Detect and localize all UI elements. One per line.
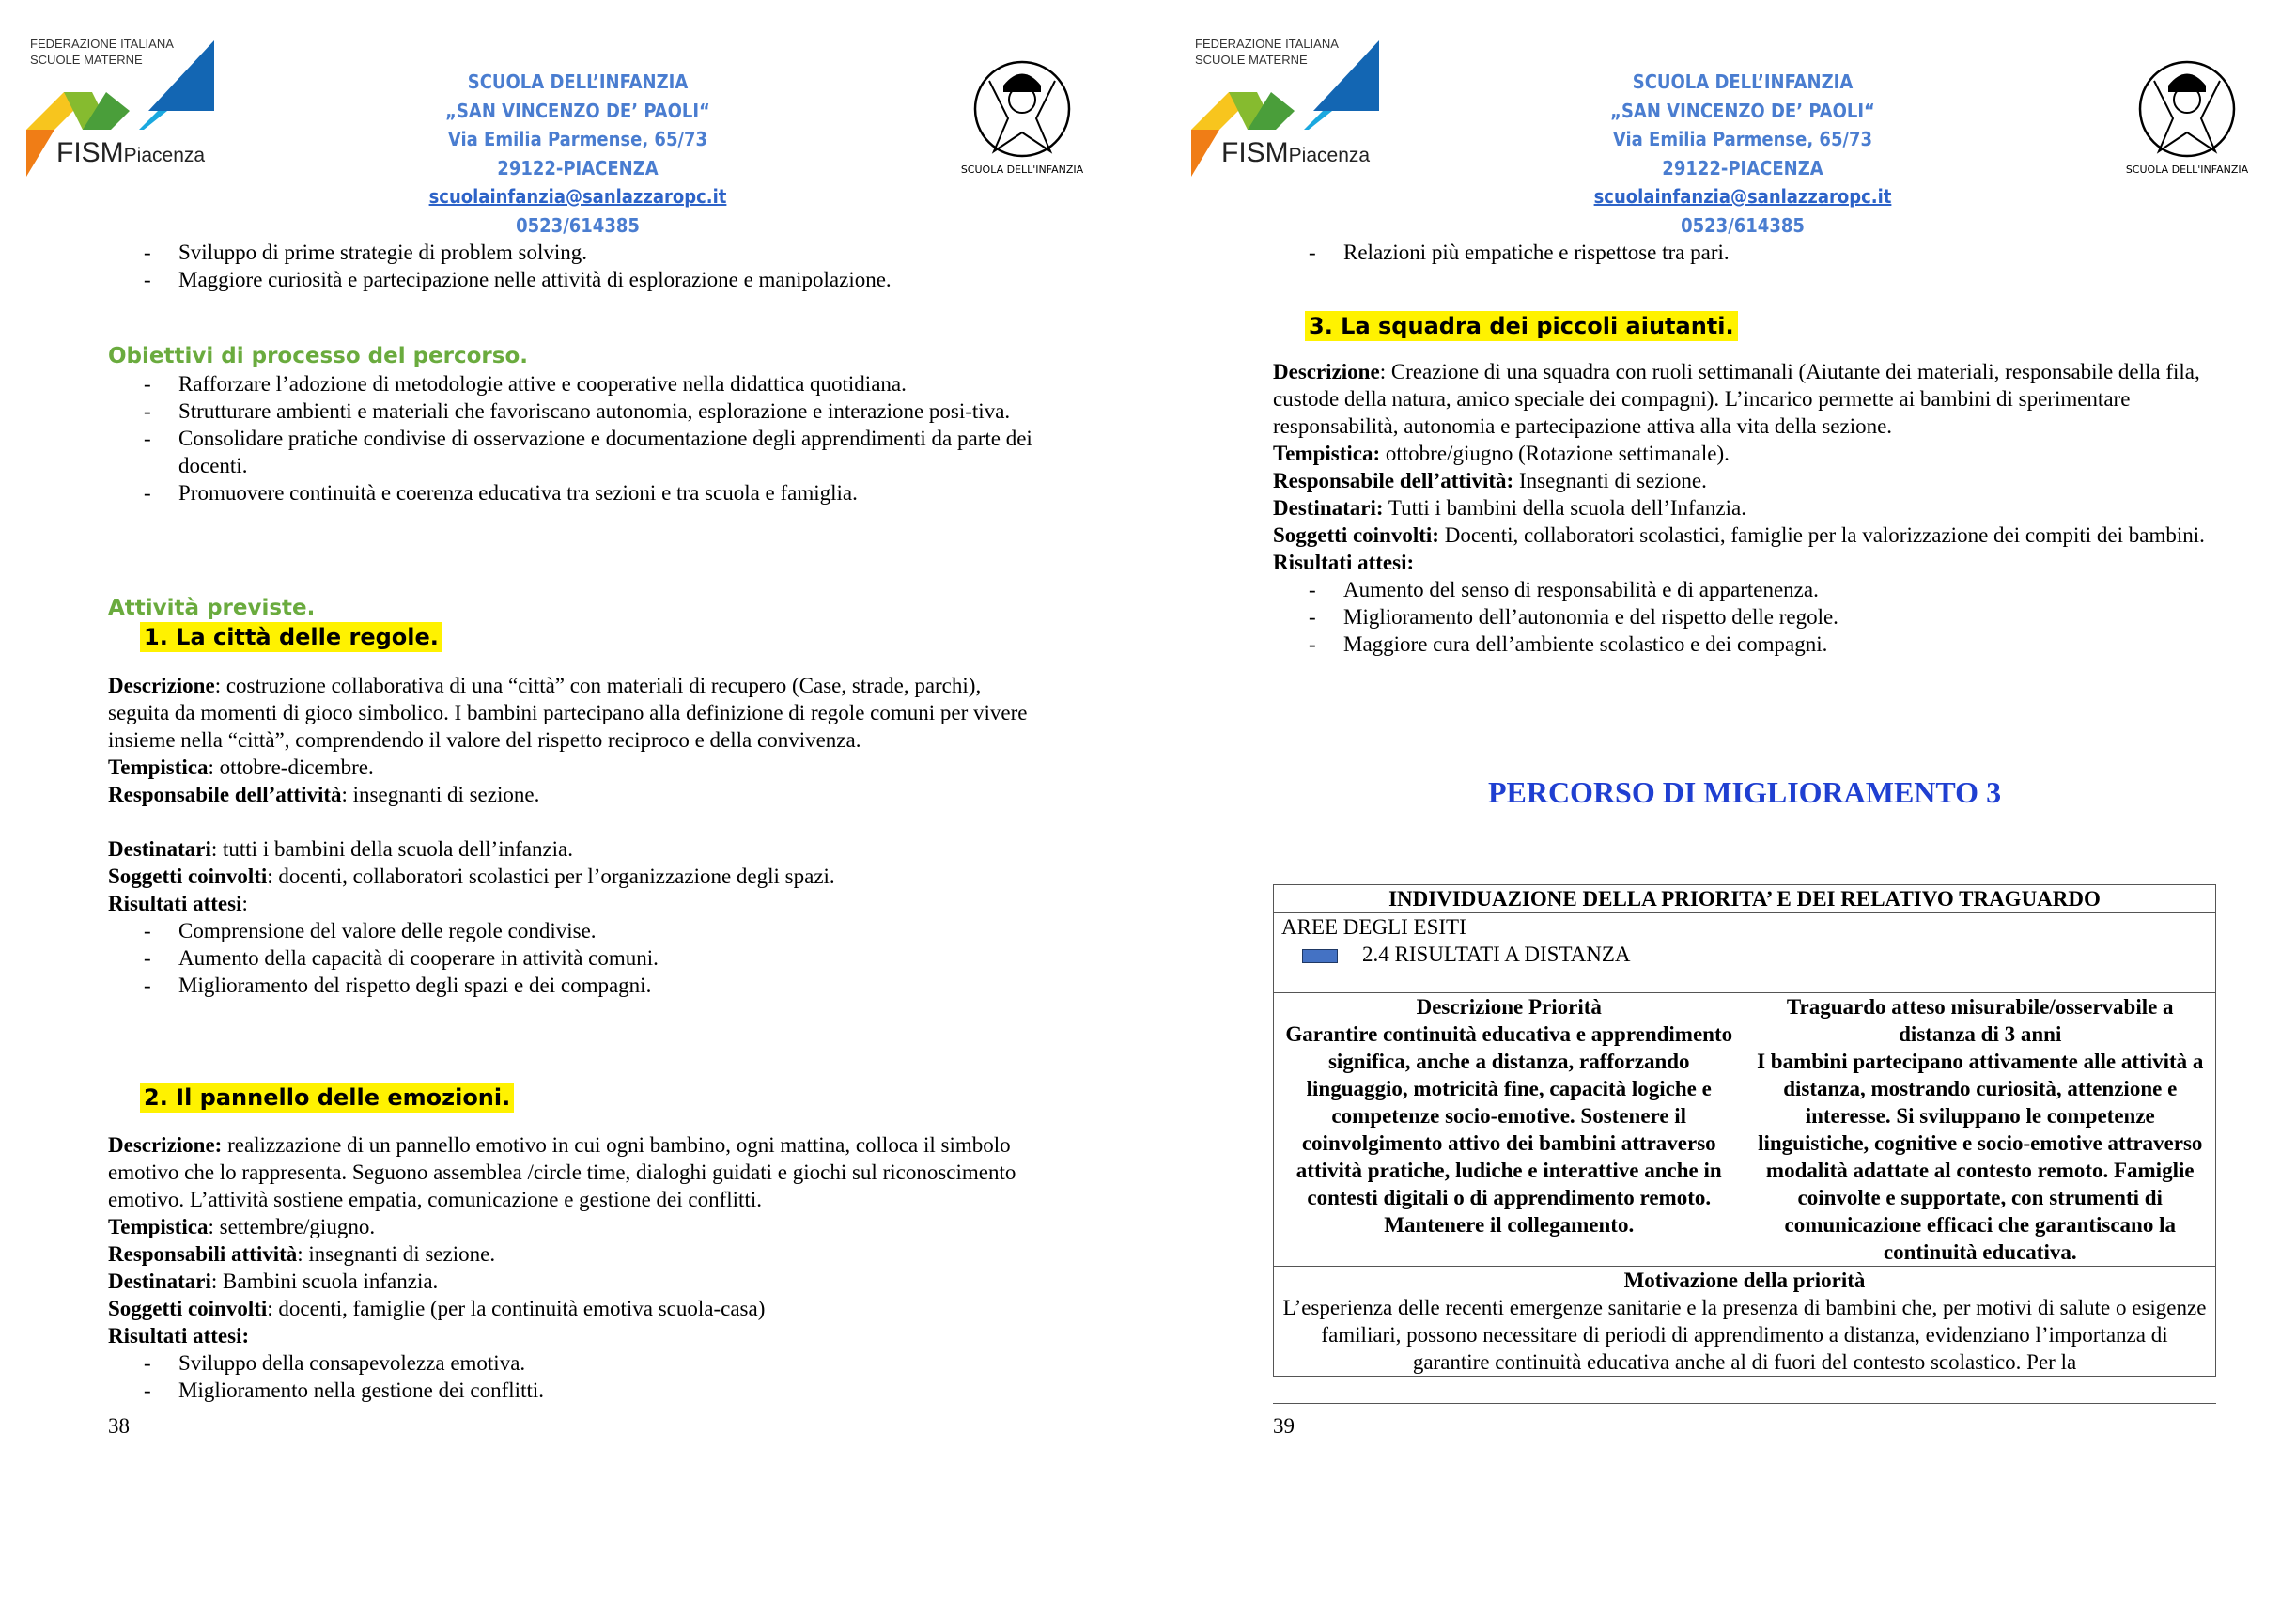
list-item: - Maggiore curiosità e partecipazione nelle attività di esplorazione e manipolazione. [108,266,1047,293]
school-address: Via Emilia Parmense, 65/73 [1612,128,1873,150]
activity-title: 1. La città delle regole. [140,622,442,652]
list-item: - Miglioramento dell’autonomia e del rispetto delle regole. [1273,603,2217,631]
list-item: - Rafforzare l’adozione di metodologie attive e cooperative nella didattica quotidiana. [108,370,1047,397]
activity-responsible: Responsabile dell’attività: Insegnanti di sezione. [1273,469,1707,492]
section-title: PERCORSO DI MIGLIORAMENTO 3 [1487,775,2002,809]
activity-timing: Tempistica: ottobre/giugno (Rotazione settimanale). [1273,442,1730,465]
activity-results-label: Risultati attesi: [1273,551,1415,574]
activity-subjects: Soggetti coinvolti: docenti, collaboratori scolastici per l’organizzazione degli spazi. [108,865,835,888]
activity-description: Descrizione: realizzazione di un pannello emotivo in cui ogni bambino, ogni mattina, colloca il simbolo emotivo che lo rappresenta. Seguono assemblea /circle time, dialoghi guidati e giochi sul riconoscimento emotivo. L’attività sostiene empatia, comunicazione e gestione dei conflitti. [108,1133,1016,1211]
areas-cell [1274,913,2216,993]
priority-description-cell [1274,993,1745,1267]
activity-results-label: Risultati attesi: [108,892,248,915]
school-header [1498,68,1987,240]
school-city: 29122-PIACENZA [1662,156,1823,179]
list-item: - Maggiore cura dell’ambiente scolastico e dei compagni. [1273,631,2217,658]
activity-target: Destinatari: tutti i bambini della scuola dell’infanzia. [108,837,574,861]
fism-name: FISM [1221,137,1289,168]
fism-line1: FEDERAZIONE ITALIANA [1195,37,1339,51]
school-title: „SAN VINCENZO DE’ PAOLI“ [445,99,710,122]
school-seal-icon [2117,34,2257,175]
motivation-heading: Motivazione della priorità [1623,1269,1866,1292]
col-text: I bambini partecipano attivamente alle attività a distanza, mostrando curiosità, attenzione e interesse. Si sviluppano le competenze linguistiche, cognitive e socio-emotive attraverso modalità adattate al contesto remoto. Famiglie coinvolte e supportate, con strumenti di comunicazione efficaci che garantiscano la continuità educativa. [1757,1050,2204,1264]
phone: 0523/614385 [1681,213,1805,237]
phone: 0523/614385 [516,213,640,237]
motivation-text: L’esperienza delle recenti emergenze sanitarie e la presenza di bambini che, per motivi di salute o esigenze familiari, possono necessitare di periodi di apprendimento a distanza, evidenziano l’importanza di garantire continuità educativa anche al di fuori del contesto scolastico. Per la [1282,1296,2207,1374]
activity-title: 2. Il pannello delle emozioni. [140,1083,514,1113]
school-title: „SAN VINCENZO DE’ PAOLI“ [1610,99,1875,122]
school-city: 29122-PIACENZA [497,156,659,179]
list-item: - Sviluppo della consapevolezza emotiva. [108,1349,1047,1377]
page-number: 39 [1273,1414,1295,1438]
fism-line2: SCUOLE MATERNE [1195,53,1308,67]
fism-logo [1191,36,1388,177]
activity-target: Destinatari: Tutti i bambini della scuola dell’Infanzia. [1273,496,1746,520]
svg-text:SCUOLA DELL'INFANZIA: SCUOLA DELL'INFANZIA [960,164,1084,175]
school-address: Via Emilia Parmense, 65/73 [447,128,708,150]
section-heading: Obiettivi di processo del percorso. [108,344,529,368]
activity-description: Descrizione: Creazione di una squadra con ruoli settimanali (Aiutante dei materiali, responsabile della fila, custode della natura, amico speciale dei compagni). L’incarico permette ai bambini di sperimentare responsabilità, autonomia e partecipazione attiva alla vita della sezione. [1273,360,2200,438]
email-link[interactable]: scuolainfanzia@sanlazzaropc.it [428,185,727,208]
activity-results-label: Risultati attesi: [108,1324,250,1347]
process-section [108,342,1047,506]
list-item: - Aumento della capacità di cooperare in attività comuni. [108,944,1047,972]
table-title: INDIVIDUAZIONE DELLA PRIORITA’ E DEI RELATIVO TRAGUARDO [1274,885,2216,913]
activity-1 [108,594,1047,999]
activity-subjects: Soggetti coinvolti: docenti, famiglie (per la continuità emotiva scuola-casa) [108,1297,766,1320]
fism-line2: SCUOLE MATERNE [30,53,143,67]
activity-timing: Tempistica: settembre/giugno. [108,1215,376,1238]
col-heading: Traguardo atteso misurabile/osservabile a distanza di 3 anni [1786,995,2174,1046]
list-item: - Aumento del senso di responsabilità e di appartenenza. [1273,576,2217,603]
school-header [334,68,822,240]
list-item: - Promuovere continuità e coerenza educativa tra sezioni e tra scuola e famiglia. [108,479,1047,506]
activity-responsible: Responsabile dell’attività: insegnanti di sezione. [108,783,540,806]
list-item: - Comprensione del valore delle regole condivise. [108,917,1047,944]
activity-target: Destinatari: Bambini scuola infanzia. [108,1270,439,1293]
col-heading: Descrizione Priorità [1416,995,1602,1019]
list-item: - Miglioramento nella gestione dei conflitti. [108,1377,1047,1404]
right-body [1273,239,2217,266]
page-39 [1165,0,2296,1620]
area-item: 2.4 RISULTATI A DISTANZA [1362,942,1631,966]
left-body [108,239,1047,293]
email-link[interactable]: scuolainfanzia@sanlazzaropc.it [1593,185,1892,208]
fism-logo [26,36,224,177]
list-item: - Miglioramento del rispetto degli spazi e dei compagni. [108,972,1047,999]
priority-table [1273,884,2216,1404]
svg-text:SCUOLA DELL'INFANZIA: SCUOLA DELL'INFANZIA [2125,164,2249,175]
activity-title: 3. La squadra dei piccoli aiutanti. [1305,311,1738,341]
activity-subjects: Soggetti coinvolti: Docenti, collaboratori scolastici, famiglie per la valorizzazione dei compiti dei bambini. [1273,523,2205,547]
fism-name: FISM [56,137,124,168]
page-number: 38 [108,1414,130,1438]
activity-2 [108,1083,1047,1404]
activity-description: Descrizione: costruzione collaborativa di una “città” con materiali di recupero (Case, strade, parchi), seguita da momenti di gioco simbolico. I bambini partecipano alla definizione di regole comuni per vivere insieme nella “città”, comprendendo il valore del rispetto reciproco e della convivenza. [108,674,1028,752]
fism-city: Piacenza [1288,145,1371,166]
school-seal-icon [952,34,1093,175]
section-heading: Attività previste. [108,596,316,620]
school-name: SCUOLA DELL’INFANZIA [467,70,689,93]
areas-label: AREE DEGLI ESITI [1281,915,1466,939]
activity-timing: Tempistica: ottobre-dicembre. [108,755,374,779]
area-swatch-icon [1302,949,1338,963]
activity-3 [1273,311,2217,658]
list-item: - Consolidare pratiche condivise di osservazione e documentazione degli apprendimenti da parte dei docenti. [108,425,1047,479]
list-item: - Strutturare ambienti e materiali che favoriscano autonomia, esplorazione e interazione posi-tiva. [108,397,1047,425]
list-item: - Sviluppo di prime strategie di problem solving. [108,239,1047,266]
fism-city: Piacenza [123,145,206,166]
target-cell [1745,993,2216,1267]
col-text: Garantire continuità educativa e apprendimento significa, anche a distanza, rafforzando linguaggio, motricità fine, capacità logiche e competenze socio-emotive. Sostenere il coinvolgimento attivo dei bambini attraverso attività pratiche, ludiche e interattive anche in contesti digitali o di apprendimento remoto. Mantenere il collegamento. [1285,1022,1733,1237]
activity-responsible: Responsabili attività: insegnanti di sezione. [108,1242,496,1266]
fism-line1: FEDERAZIONE ITALIANA [30,37,174,51]
motivation-cell [1274,1267,2216,1377]
list-item: - Relazioni più empatiche e rispettose tra pari. [1273,239,2217,266]
school-name: SCUOLA DELL’INFANZIA [1632,70,1854,93]
